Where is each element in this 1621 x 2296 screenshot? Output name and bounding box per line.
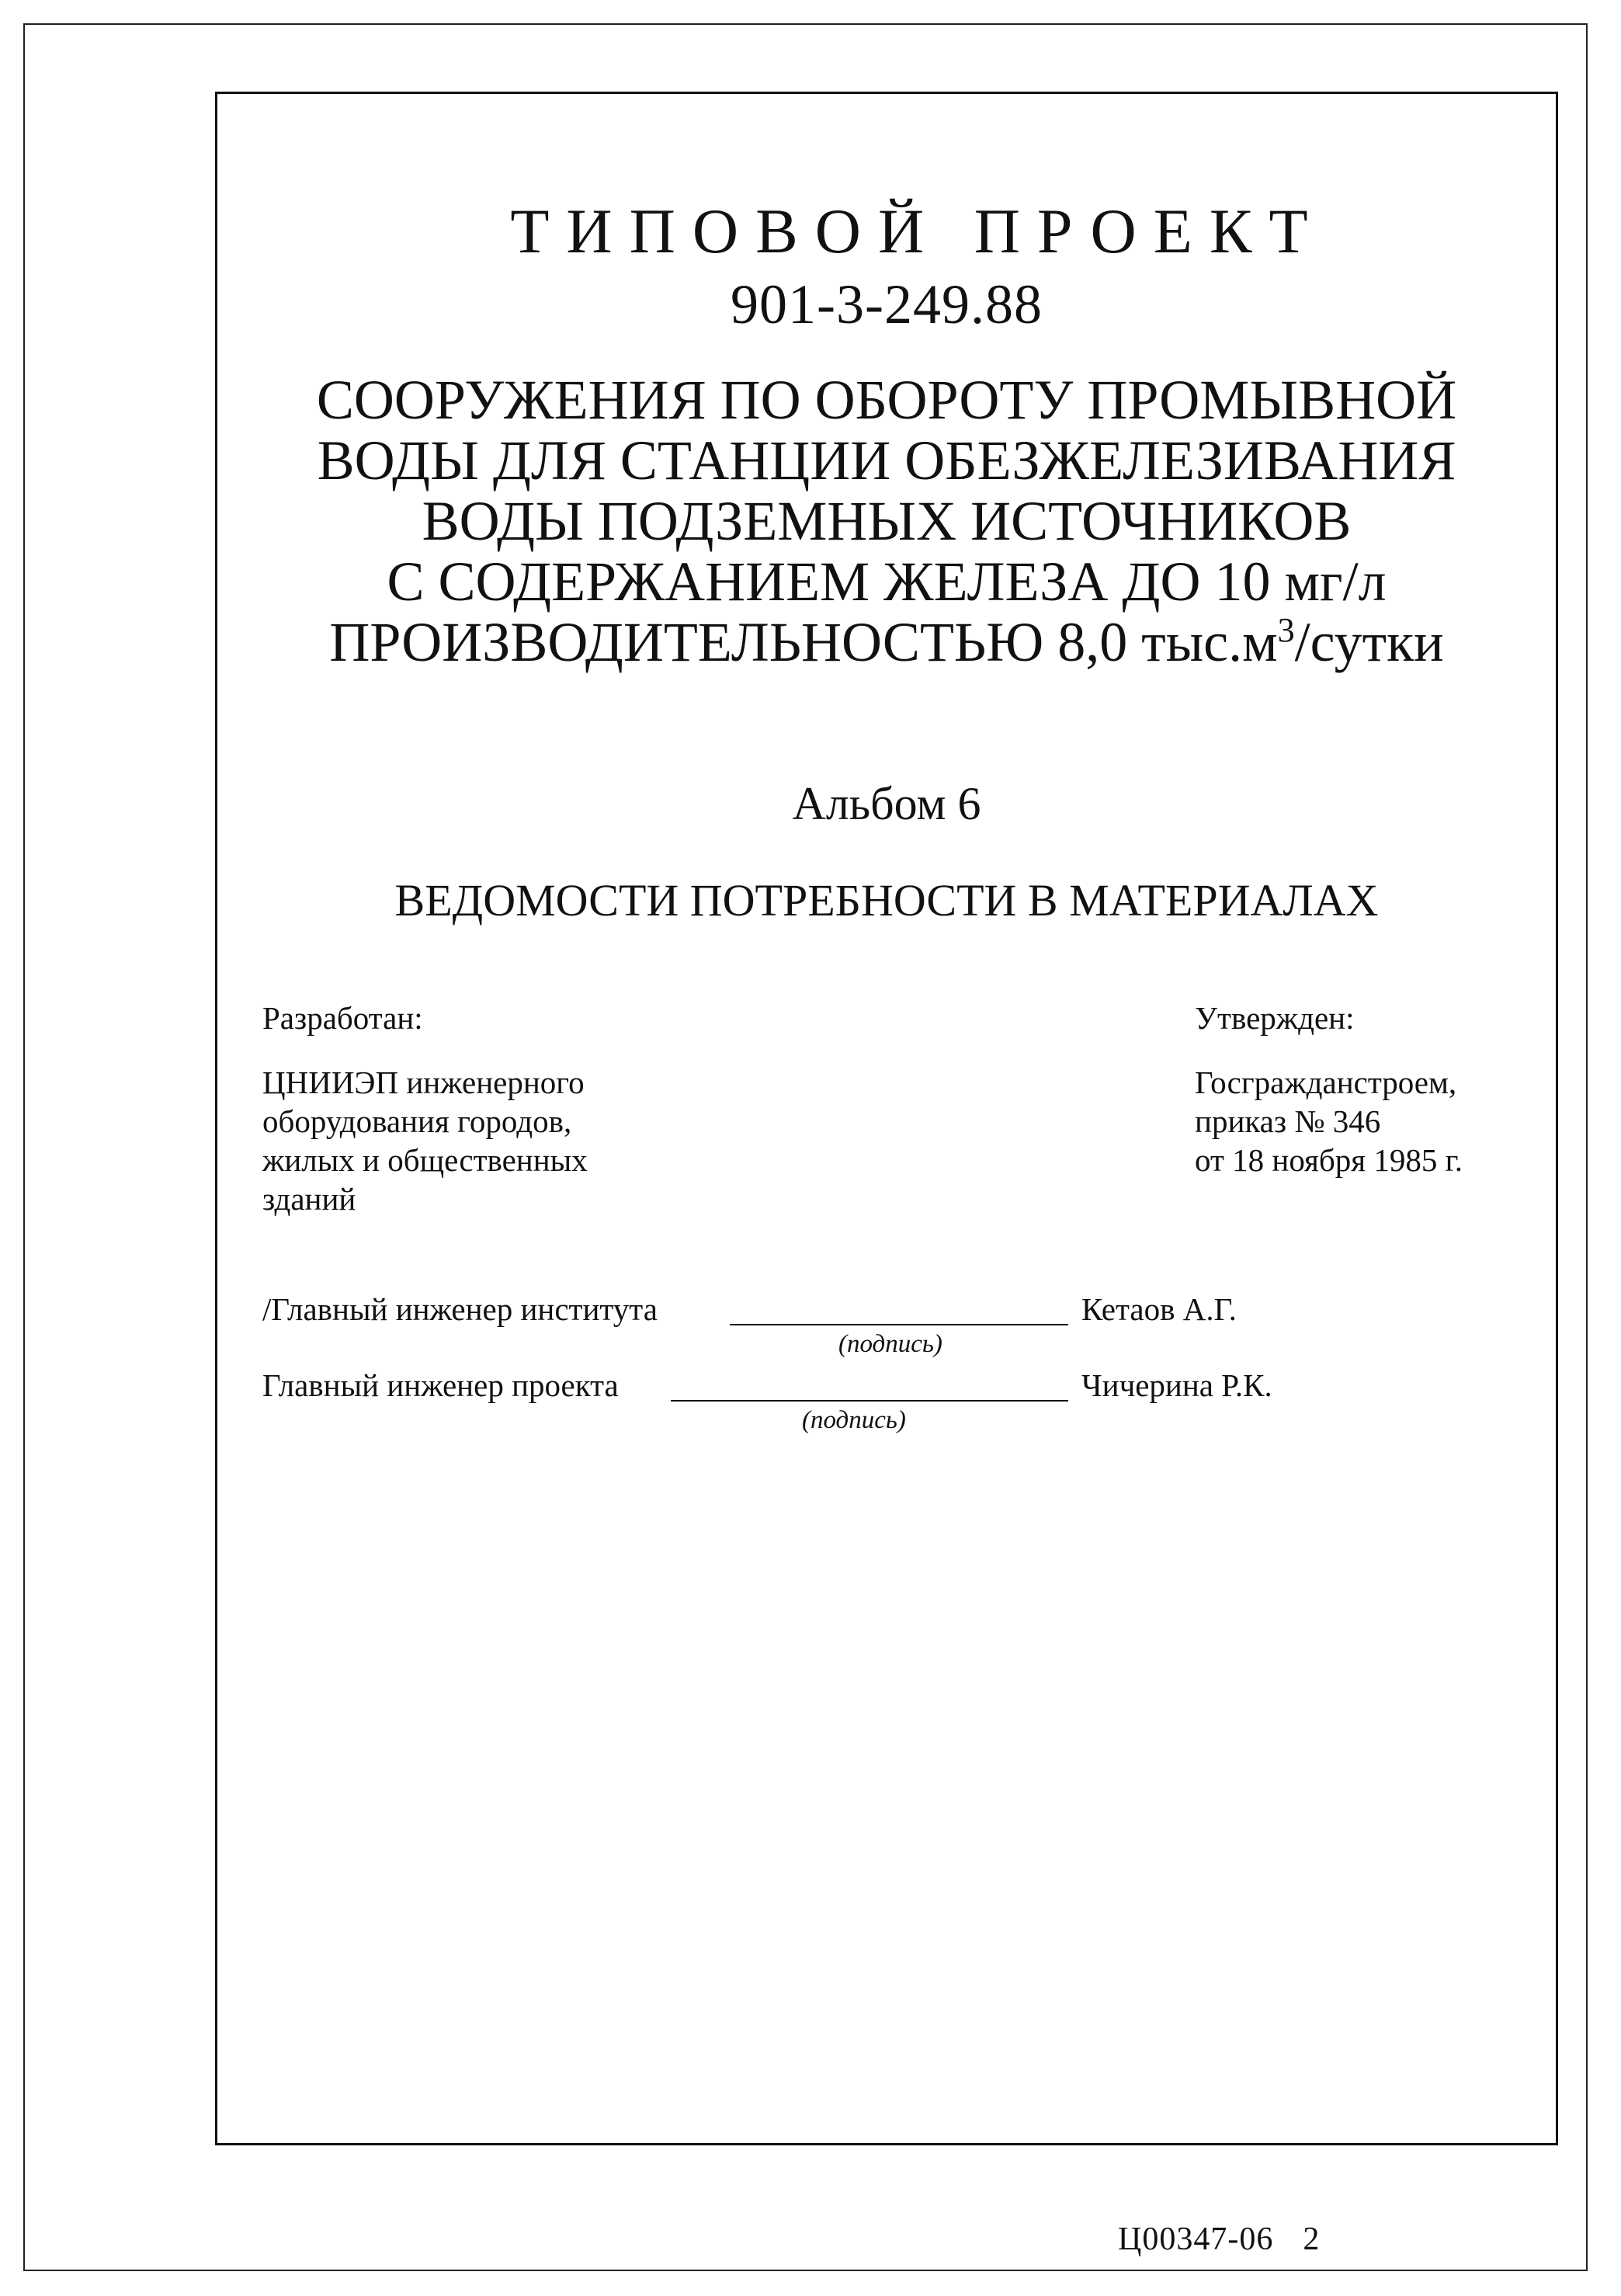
signatory-name: Кетаов А.Г. <box>1081 1291 1237 1327</box>
title-line-5-prefix: ПРОИЗВОДИТЕЛЬНОСТЬЮ 8,0 тыс.м <box>329 611 1278 673</box>
signature-role-chief-engineer-project: Главный инженер проекта <box>262 1367 619 1403</box>
album-number: Альбом 6 <box>792 778 981 829</box>
title-line-5-superscript: 3 <box>1277 611 1295 649</box>
document-number: 901-3-249.88 <box>731 273 1043 335</box>
footer-page-number: 2 <box>1303 2221 1321 2257</box>
developer-line: ЦНИИЭП инженерного <box>262 1065 585 1100</box>
developer-line: жилых и общественных <box>262 1142 588 1178</box>
title-line-4: С СОДЕРЖАНИЕМ ЖЕЛЕЗА ДО 10 мг/л <box>387 551 1387 613</box>
developer-line: оборудования городов, <box>262 1103 572 1139</box>
signature-line <box>730 1324 1068 1325</box>
footer-stamp <box>1118 2221 1320 2258</box>
approver-label: Утвержден: <box>1195 1000 1355 1036</box>
signature-caption: (подпись) <box>838 1330 942 1358</box>
title-page-frame <box>215 92 1558 2145</box>
approver-line: приказ № 346 <box>1195 1103 1381 1139</box>
title-line-1: СООРУЖЕНИЯ ПО ОБОРОТУ ПРОМЫВНОЙ <box>316 369 1457 431</box>
developer-line: зданий <box>262 1181 356 1217</box>
project-title <box>217 370 1556 672</box>
title-line-3: ВОДЫ ПОДЗЕМНЫХ ИСТОЧНИКОВ <box>422 490 1352 552</box>
signatory-name: Чичерина Р.К. <box>1081 1367 1272 1403</box>
signature-line <box>671 1400 1068 1402</box>
title-line-5-suffix: /сутки <box>1294 611 1444 673</box>
signature-caption: (подпись) <box>802 1406 906 1434</box>
document-type: ТИПОВОЙ ПРОЕКТ <box>510 196 1325 266</box>
title-line-5 <box>217 612 1556 672</box>
approver-line: Госгражданстроем, <box>1195 1065 1457 1100</box>
approver-organization <box>1195 1063 1463 1179</box>
album-subtitle: ВЕДОМОСТИ ПОТРЕБНОСТИ В МАТЕРИАЛАХ <box>394 875 1379 926</box>
signature-role-chief-engineer-institute: /Главный инженер института <box>262 1291 658 1327</box>
developer-organization <box>262 1063 588 1218</box>
developer-label: Разработан: <box>262 1000 423 1036</box>
footer-document-code: Ц00347-06 <box>1118 2221 1274 2257</box>
title-line-2: ВОДЫ ДЛЯ СТАНЦИИ ОБЕЗЖЕЛЕЗИВАНИЯ <box>317 429 1456 492</box>
approver-line: от 18 ноября 1985 г. <box>1195 1142 1463 1178</box>
